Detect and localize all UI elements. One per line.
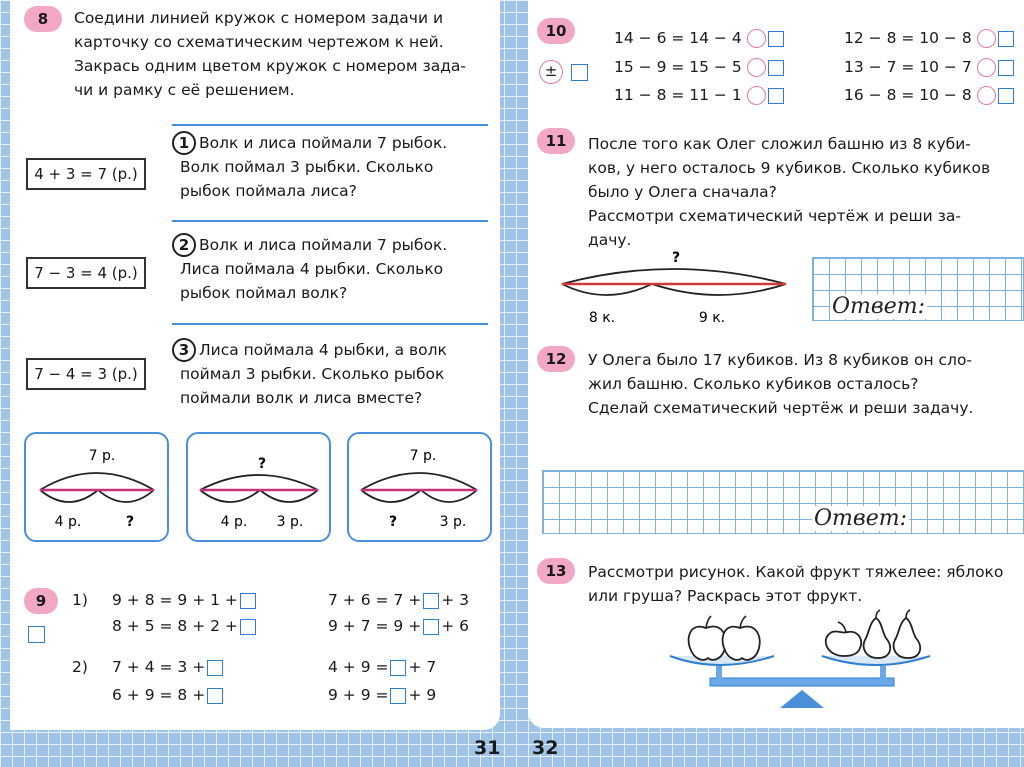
equation-text: + 3 — [441, 591, 469, 609]
equation-text: 7 + 4 = 3 + — [112, 658, 206, 676]
answer-box[interactable] — [240, 619, 256, 635]
equation — [112, 614, 258, 638]
answer-box[interactable] — [768, 31, 784, 47]
diagram-top-label: 7 р. — [409, 448, 437, 464]
diagram-right-label: 3 р. — [439, 514, 467, 530]
task-13-line: или груша? Раскрась этот фрукт. — [588, 587, 863, 605]
answer-box[interactable] — [390, 660, 406, 676]
equation — [112, 655, 225, 679]
task-12-line: Сделай схематический чертёж и реши задачу. — [588, 399, 974, 417]
task-12-badge[interactable]: 12 — [537, 346, 575, 372]
problem-3-circle[interactable]: 3 — [172, 338, 196, 362]
task-8-line: чи и рамку с её решением. — [74, 81, 295, 99]
equation-text: + 9 — [408, 686, 437, 704]
task-11-text — [588, 132, 1024, 252]
task-10-badge[interactable]: 10 — [537, 18, 575, 44]
problem-line: поймали волк и лиса вместе? — [180, 389, 423, 407]
equation-text: 9 + 8 = 9 + 1 + — [112, 591, 238, 609]
task-12-answer-label: Ответ: — [814, 506, 907, 531]
comparison — [614, 55, 786, 79]
comparison — [844, 83, 1016, 107]
schematic-diagram — [349, 434, 490, 540]
answer-box[interactable] — [998, 88, 1014, 104]
equation — [328, 588, 469, 612]
problem-3 — [172, 338, 447, 410]
problem-1-circle[interactable]: 1 — [172, 131, 196, 155]
apple-icon[interactable] — [723, 616, 760, 660]
comparison — [844, 26, 1016, 50]
divider — [172, 124, 488, 126]
answer-box[interactable] — [240, 593, 256, 609]
part-arc-left — [200, 490, 260, 502]
task-8-line: Закрась одним цветом кружок с номером зада- — [74, 57, 466, 75]
diagram-card-2[interactable] — [186, 432, 331, 542]
task-11-line: Рассмотри схематический чертёж и реши за- — [588, 207, 961, 225]
task-11-line: ков, у него осталось 9 кубиков. Сколько кубиков — [588, 159, 991, 177]
task-8-line: Соедини линией кружок с номером задачи и — [74, 9, 444, 27]
solution-card-3[interactable]: 7 − 4 = 3 (р.) — [26, 358, 146, 390]
equation — [112, 588, 258, 612]
apple-icon[interactable] — [689, 616, 726, 660]
equation-text: 11 − 8 = 11 − 1 — [614, 86, 742, 104]
comparison-circle[interactable] — [747, 58, 766, 77]
answer-box[interactable] — [998, 31, 1014, 47]
task-11-line: После того как Олег сложил башню из 8 куби- — [588, 135, 971, 153]
task-11-line: дачу. — [588, 231, 632, 249]
equation-text: 6 + 9 = 8 + — [112, 686, 206, 704]
equation — [328, 683, 436, 707]
answer-box[interactable] — [207, 688, 223, 704]
comparison-circle[interactable] — [747, 29, 766, 48]
part-arc-left — [562, 284, 652, 295]
scale-beam — [710, 678, 894, 686]
part-arc-left — [361, 490, 421, 502]
equation-text: 9 + 7 = 9 + — [328, 617, 422, 635]
task-11-answer-label: Ответ: — [832, 294, 925, 319]
diagram-left-label: 8 к. — [588, 310, 616, 326]
comparison — [614, 26, 786, 50]
task-8-badge[interactable]: 8 — [24, 6, 62, 32]
whole-arc — [200, 475, 318, 490]
scale-post — [716, 666, 722, 680]
diagram-top-label: ? — [257, 456, 267, 472]
equation-text: + 6 — [441, 617, 469, 635]
answer-box[interactable] — [423, 593, 439, 609]
equation-text: 8 + 5 = 8 + 2 + — [112, 617, 238, 635]
task-8-line: карточку со схематическим чертежом к ней. — [74, 33, 444, 51]
equation-text: 9 + 9 = — [328, 686, 389, 704]
task-12-line: У Олега было 17 кубиков. Из 8 кубиков он сло- — [588, 351, 973, 369]
equation-text: 14 − 6 = 14 − 4 — [614, 29, 742, 47]
task-13-badge[interactable]: 13 — [537, 558, 575, 584]
balance-scale-illustration[interactable] — [662, 608, 942, 712]
task-11-line: было у Олега сначала? — [588, 183, 777, 201]
scale-stand — [780, 690, 824, 708]
problem-line: Лиса поймала 4 рыбки, а волк — [199, 341, 447, 359]
task-11-diagram — [556, 244, 796, 328]
diagram-right-label: ? — [125, 514, 135, 530]
task-12-line: жил башню. Сколько кубиков осталось? — [588, 375, 919, 393]
problem-line: Волк и лиса поймали 7 рыбок. — [199, 134, 448, 152]
problem-2-circle[interactable]: 2 — [172, 233, 196, 257]
part-2-label: 2) — [72, 658, 88, 676]
whole-arc — [361, 473, 477, 490]
answer-box[interactable] — [423, 619, 439, 635]
schematic-diagram — [26, 434, 167, 540]
answer-box[interactable] — [998, 60, 1014, 76]
problem-line: Волк поймал 3 рыбки. Сколько — [180, 158, 434, 176]
equation-text: 7 + 6 = 7 + — [328, 591, 422, 609]
equation-text: 15 − 9 = 15 − 5 — [614, 58, 742, 76]
diagram-top-label: ? — [671, 250, 681, 266]
pear-icon[interactable] — [894, 610, 921, 658]
page-number-right: 32 — [532, 737, 559, 759]
part-arc-right — [98, 490, 154, 502]
self-check-box[interactable] — [28, 626, 45, 643]
comparison — [844, 55, 1016, 79]
whole-arc — [40, 473, 154, 490]
answer-box[interactable] — [768, 60, 784, 76]
pear-icon[interactable] — [864, 610, 891, 658]
answer-box[interactable] — [207, 660, 223, 676]
answer-box[interactable] — [390, 688, 406, 704]
self-check-box[interactable] — [571, 64, 588, 81]
equation-text: 12 − 8 = 10 − 8 — [844, 29, 972, 47]
part-arc-right — [652, 284, 786, 295]
comparison-circle[interactable] — [747, 86, 766, 105]
problem-line: Лиса поймала 4 рыбки. Сколько — [180, 260, 444, 278]
task-8-instruction — [74, 6, 466, 102]
part-arc-left — [40, 490, 98, 502]
equation — [328, 614, 469, 638]
scale-post — [880, 666, 886, 680]
problem-line: Волк и лиса поймали 7 рыбок. — [199, 236, 448, 254]
schematic-diagram — [188, 434, 329, 540]
solution-card-1[interactable]: 4 + 3 = 7 (р.) — [26, 158, 146, 190]
diagram-left-label: 4 р. — [54, 514, 82, 530]
page-number-left: 31 — [474, 737, 501, 759]
diagram-top-label: 7 р. — [88, 448, 116, 464]
problem-2 — [172, 233, 447, 305]
problem-line: рыбок поймала лиса? — [180, 182, 357, 200]
equation — [328, 655, 436, 679]
problem-line: рыбок поймал волк? — [180, 284, 348, 302]
diagram-left-label: 4 р. — [220, 514, 248, 530]
pear-icon[interactable] — [826, 622, 861, 656]
comparison-circle[interactable] — [977, 86, 996, 105]
task-13-text — [588, 560, 1024, 608]
task-12-text — [588, 348, 1024, 420]
problem-1 — [172, 131, 447, 203]
task-11-badge[interactable]: 11 — [537, 128, 575, 154]
equation — [112, 683, 225, 707]
left-pan — [670, 656, 774, 665]
task-13-line: Рассмотри рисунок. Какой фрукт тяжелее: яблоко — [588, 563, 1004, 581]
whole-arc — [562, 269, 786, 284]
diagram-card-3[interactable] — [347, 432, 492, 542]
plus-minus-icon[interactable]: ± — [539, 60, 563, 84]
equation-text: + 7 — [408, 658, 437, 676]
task-9-badge[interactable]: 9 — [24, 588, 58, 614]
equation-text: 13 − 7 = 10 − 7 — [844, 58, 972, 76]
comparison — [614, 83, 786, 107]
diagram-right-label: 3 р. — [276, 514, 304, 530]
divider — [172, 323, 488, 325]
problem-line: поймал 3 рыбки. Сколько рыбок — [180, 365, 445, 383]
diagram-right-label: 9 к. — [698, 310, 726, 326]
task-12-answer-grid[interactable] — [542, 470, 1024, 534]
diagram-card-1[interactable] — [24, 432, 169, 542]
comparison-circle[interactable] — [977, 29, 996, 48]
diagram-left-label: ? — [388, 514, 398, 530]
equation-text: 4 + 9 = — [328, 658, 389, 676]
divider — [172, 220, 488, 222]
equation-text: 16 − 8 = 10 − 8 — [844, 86, 972, 104]
answer-box[interactable] — [768, 88, 784, 104]
solution-card-2[interactable]: 7 − 3 = 4 (р.) — [26, 257, 146, 289]
part-arc-right — [260, 490, 318, 502]
part-1-label: 1) — [72, 591, 88, 609]
comparison-circle[interactable] — [977, 58, 996, 77]
part-arc-right — [421, 490, 477, 502]
